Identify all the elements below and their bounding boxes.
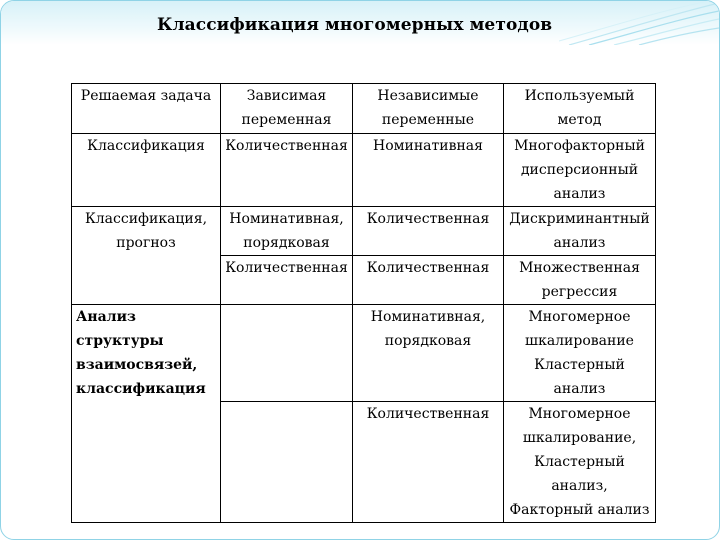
method-cell: Дискриминантный анализ <box>504 207 656 256</box>
table-header-row <box>72 84 656 134</box>
methods-table <box>71 83 656 523</box>
method-cell: Многофакторный дисперсионный анализ <box>504 134 656 207</box>
decorative-swirl-icon <box>559 1 719 45</box>
header-task: Решаемая задача <box>72 84 221 134</box>
independent-cell: Номинативная <box>353 134 504 207</box>
header-method: Используемый метод <box>504 84 656 134</box>
dependent-cell: Номинативная, порядковая <box>221 207 353 256</box>
header-independent: Независимые переменные <box>353 84 504 134</box>
task-cell: Классификация, прогноз <box>72 207 221 305</box>
table-row <box>72 207 656 256</box>
independent-cell: Количественная <box>353 402 504 523</box>
page-title: Классификация многомерных методов <box>157 15 553 35</box>
task-cell: Анализ структуры взаимосвязей, классификация <box>72 305 221 523</box>
table-row <box>72 134 656 207</box>
header-dependent: Зависимая переменная <box>221 84 353 134</box>
independent-cell: Количественная <box>353 207 504 256</box>
independent-cell: Количественная <box>353 256 504 305</box>
dependent-cell: Количественная <box>221 134 353 207</box>
dependent-cell <box>221 402 353 523</box>
dependent-cell <box>221 305 353 402</box>
dependent-cell: Количественная <box>221 256 353 305</box>
task-cell: Классификация <box>72 134 221 207</box>
independent-cell: Номинативная, порядковая <box>353 305 504 402</box>
method-cell: Многомерное шкалирование Кластерный анализ <box>504 305 656 402</box>
method-cell: Многомерное шкалирование, Кластерный анализ, Факторный анализ <box>504 402 656 523</box>
method-cell: Множественная регрессия <box>504 256 656 305</box>
table-row <box>72 305 656 402</box>
